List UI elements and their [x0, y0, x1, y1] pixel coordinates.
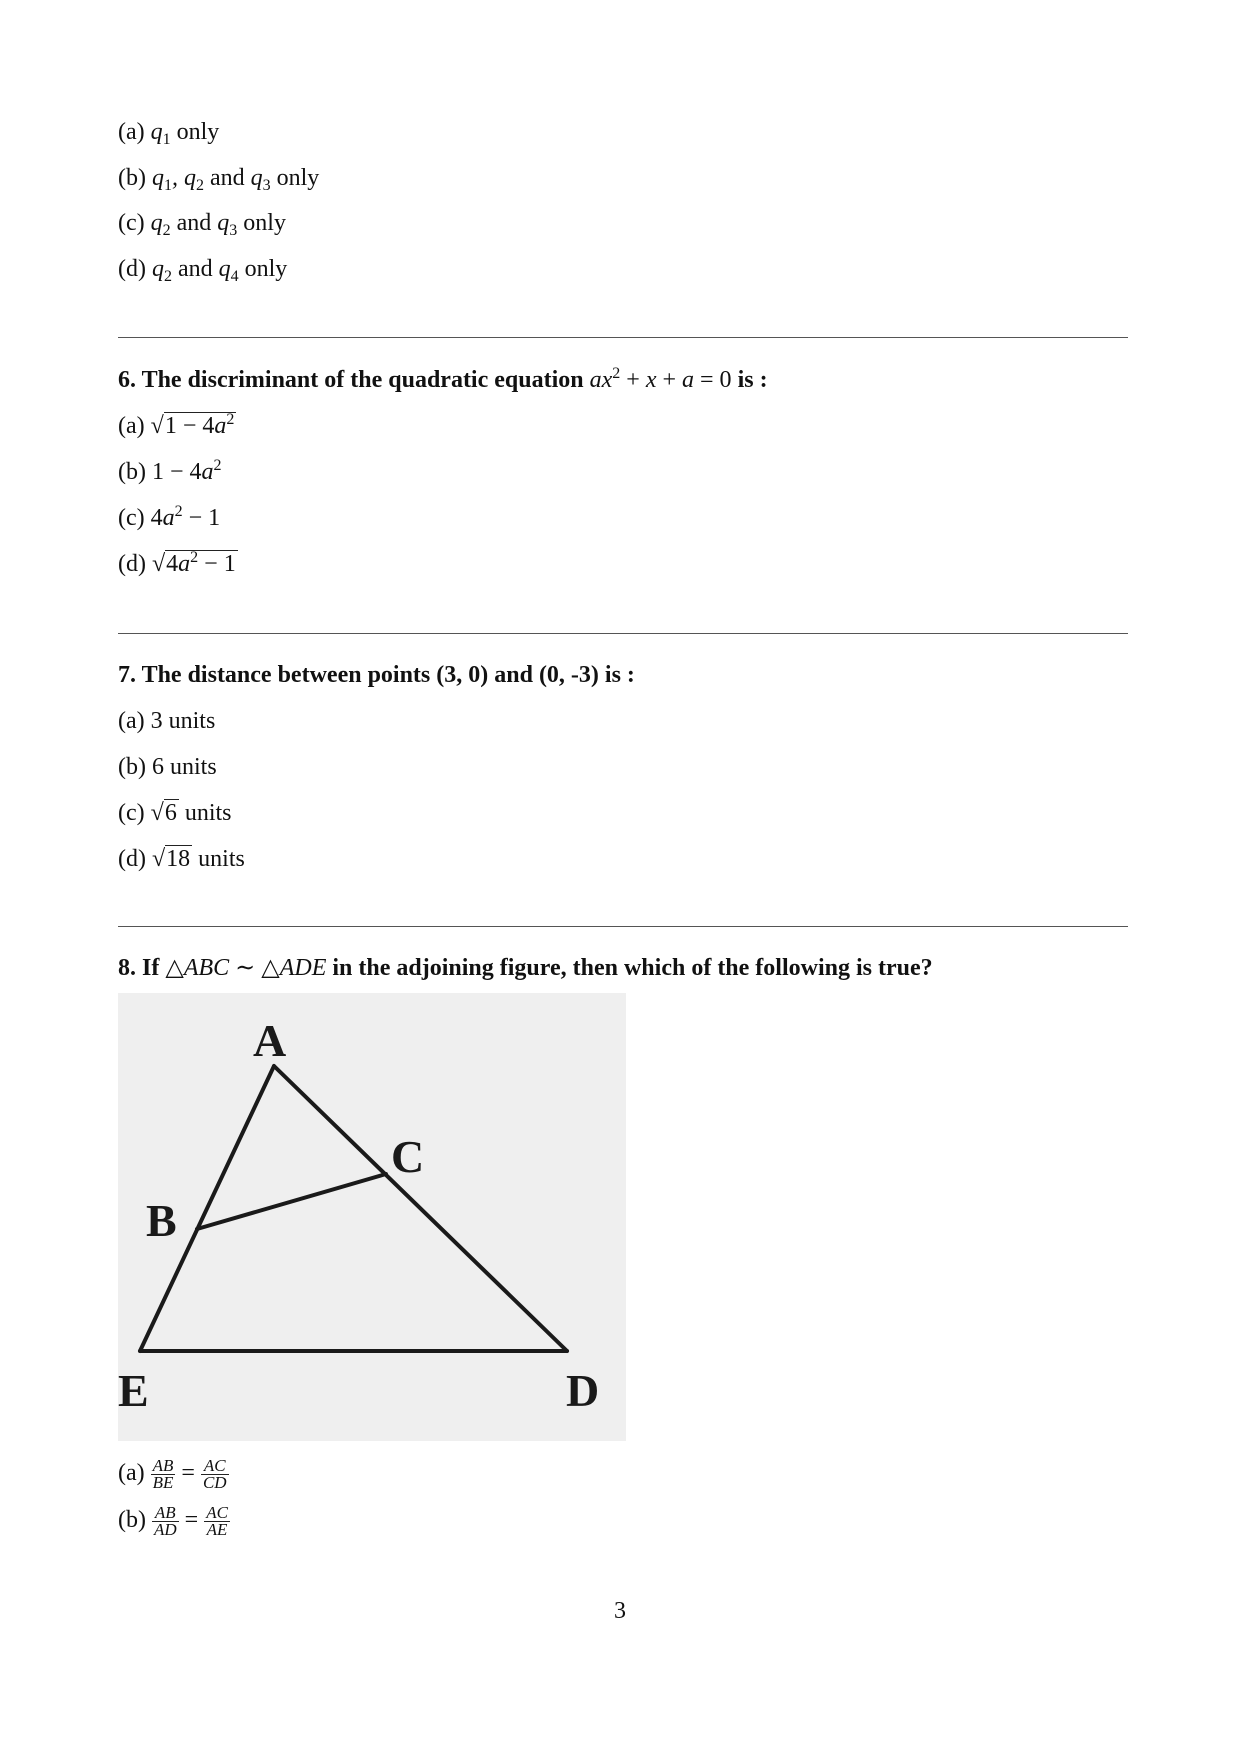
- q7-option-b: [118, 752, 217, 782]
- fraction: [151, 1458, 176, 1491]
- question-text-end: is :: [737, 367, 768, 393]
- option-label: (b): [118, 165, 146, 191]
- page-number: 3: [614, 1598, 626, 1624]
- denominator: AD: [153, 1520, 177, 1539]
- label-d: D: [566, 1365, 600, 1416]
- option-label: (b): [118, 754, 146, 780]
- question-number: 6.: [118, 367, 136, 393]
- label-b: B: [146, 1195, 177, 1246]
- question-text: The discriminant of the quadratic equation: [141, 367, 584, 393]
- question-text: The distance between points (3, 0) and (0, -3) is :: [141, 662, 635, 688]
- label-e: E: [118, 1365, 149, 1416]
- sqrt-expression: √6: [150, 800, 177, 826]
- math-q2: $q_2$: [151, 256, 172, 285]
- sqrt-expression: $√4a^2 - 1$: [151, 549, 236, 577]
- question-text-if: If: [142, 955, 160, 981]
- triangle-figure: [118, 993, 626, 1441]
- fraction: [204, 1505, 230, 1538]
- q6-option-b: (b) $1 - 4a^2$: [118, 457, 222, 485]
- q8-option-a: (a) $\frac{AB}{BE}$ = $\frac{AC}{CD}$: [118, 1456, 227, 1492]
- option-label: (c): [118, 505, 145, 531]
- label-a: A: [253, 1015, 287, 1066]
- math-q1-q2: $q_1$, $q_2$: [151, 165, 204, 194]
- q6-option-a: [118, 411, 236, 441]
- q5-option-d: (d) $q_2$ and $q_4$ only: [118, 256, 288, 285]
- option-label: (c): [118, 210, 145, 236]
- question-number: 7.: [118, 662, 136, 688]
- q7-option-c: (c) √6 units: [118, 800, 232, 826]
- option-label: (d): [118, 256, 146, 282]
- q5-option-a: (a) $q_1$ only: [118, 119, 220, 148]
- denominator: AE: [206, 1520, 228, 1539]
- option-label: (a): [118, 1460, 145, 1487]
- divider: [118, 926, 1128, 927]
- q6-text: [118, 365, 768, 395]
- question-text: in the adjoining figure, then which of the following is true?: [332, 955, 933, 981]
- option-text: 3 units: [150, 708, 216, 734]
- option-label: (b): [118, 459, 146, 485]
- math-q4: $q_4$: [218, 256, 239, 285]
- denominator: CD: [202, 1473, 227, 1492]
- q7-text: [118, 660, 635, 690]
- figure-background: [118, 993, 626, 1441]
- sqrt-expression: √18: [151, 846, 191, 872]
- label-c: C: [391, 1131, 425, 1182]
- math-q3: $q_3$: [217, 210, 238, 239]
- q8-similarity: △ABC ∼ △ADE: [165, 955, 327, 981]
- math-q2: $q_2$: [150, 210, 171, 239]
- q6-equation: $ax^2 + x + a = 0$: [589, 365, 732, 393]
- numerator: AB: [152, 1505, 179, 1522]
- q8-option-b: (b) $\frac{AB}{AD}$ = $\frac{AC}{AE}$: [118, 1503, 228, 1539]
- option-label: (d): [118, 846, 146, 872]
- math-q1: $q_1$: [150, 119, 171, 148]
- option-label: (c): [118, 800, 145, 826]
- option-label: (a): [118, 708, 145, 734]
- q6-option-d: [118, 549, 238, 579]
- q5-option-c: (c) $q_2$ and $q_3$ only: [118, 210, 286, 239]
- q8-text: [118, 953, 933, 983]
- numerator: AC: [206, 1503, 228, 1522]
- divider: [118, 633, 1128, 634]
- numerator: AC: [201, 1458, 229, 1475]
- denominator: BE: [152, 1473, 174, 1492]
- question-number: 8.: [118, 955, 136, 981]
- math-q3: $q_3$: [250, 165, 271, 194]
- option-label: (d): [118, 551, 146, 577]
- fraction: [152, 1505, 179, 1538]
- q5-option-b: (b) $q_1$, $q_2$ and $q_3$ only: [118, 165, 320, 194]
- triangle-diagram: [118, 993, 626, 1441]
- q6-option-c: (c) $4a^2 - 1$: [118, 503, 221, 531]
- option-label: (b): [118, 1507, 146, 1534]
- fraction: [201, 1458, 229, 1491]
- sqrt-expression: $√1 - 4a^2$: [150, 411, 235, 439]
- option-label: (a): [118, 119, 145, 145]
- q7-option-a: [118, 706, 215, 736]
- option-text: 6 units: [151, 754, 217, 780]
- divider: [118, 337, 1128, 338]
- numerator: AB: [152, 1456, 174, 1475]
- q7-option-d: (d) √18 units: [118, 846, 245, 872]
- option-label: (a): [118, 413, 145, 439]
